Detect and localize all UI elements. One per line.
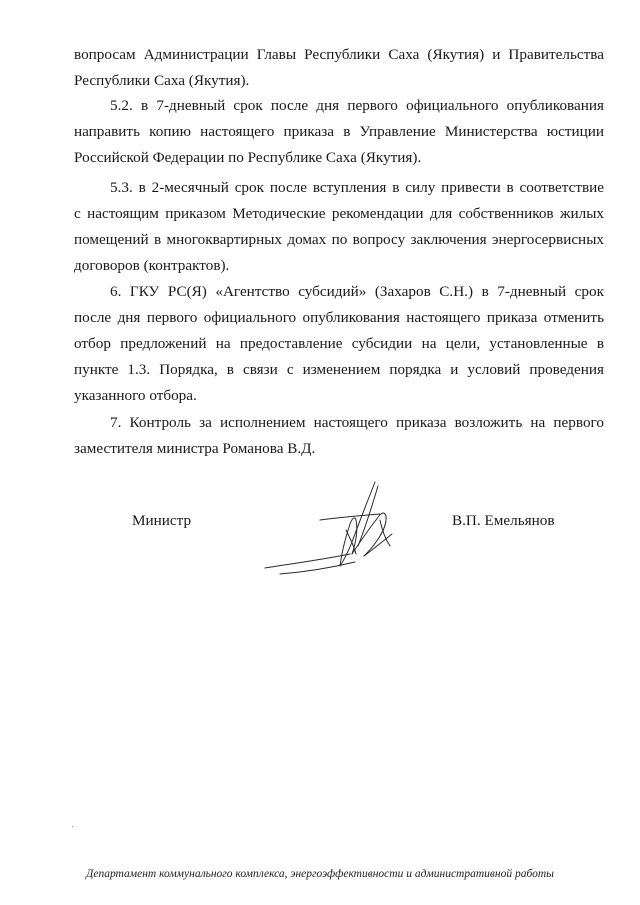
text-line: 7. Контроль за исполнением настоящего приказа возложить на первого <box>110 414 604 431</box>
text-line: после дня первого официального опубликования настоящего приказа отменить <box>74 309 604 326</box>
text-line: 5.3. в 2-месячный срок после вступления в силу привести в соответствие <box>110 179 604 196</box>
text-line: 5.2. в 7-дневный срок после дня первого официального опубликования <box>110 97 604 114</box>
text-line: 6. ГКУ РС(Я) «Агентство субсидий» (Захаров С.Н.) в 7-дневный срок <box>110 283 604 300</box>
paragraph-5-2 <box>74 93 604 171</box>
text-line: пункте 1.3. Порядка, в связи с изменением порядка и условий проведения <box>74 361 604 378</box>
scan-speck <box>72 826 73 827</box>
text-line: направить копию настоящего приказа в Управление Министерства юстиции <box>74 123 604 140</box>
footer-department: Департамент коммунального комплекса, энергоэффективности и административной работы <box>86 868 554 880</box>
paragraph-7 <box>74 410 604 462</box>
signatory-title: Министр <box>132 512 192 529</box>
text-line: договоров (контрактов). <box>74 257 230 274</box>
text-line: отбор предложений на предоставление субсидии на цели, установленные в <box>74 335 604 352</box>
paragraph-continuation <box>74 42 604 94</box>
text-line: помещений в многоквартирных домах по вопросу заключения энергосервисных <box>74 231 604 248</box>
handwritten-signature <box>260 480 410 590</box>
signature-block <box>0 510 640 600</box>
paragraph-6 <box>74 279 604 409</box>
signatory-name: В.П. Емельянов <box>452 512 555 529</box>
text-line: Российской Федерации по Республике Саха (Якутия). <box>74 149 422 166</box>
text-line: вопросам Администрации Главы Республики Саха (Якутия) и Правительства <box>74 46 604 63</box>
text-line: указанного отбора. <box>74 387 197 404</box>
paragraph-5-3 <box>74 175 604 279</box>
text-line: заместителя министра Романова В.Д. <box>74 440 316 457</box>
text-line: Республики Саха (Якутия). <box>74 72 250 89</box>
text-line: с настоящим приказом Методические рекомендации для собственников жилых <box>74 205 604 222</box>
